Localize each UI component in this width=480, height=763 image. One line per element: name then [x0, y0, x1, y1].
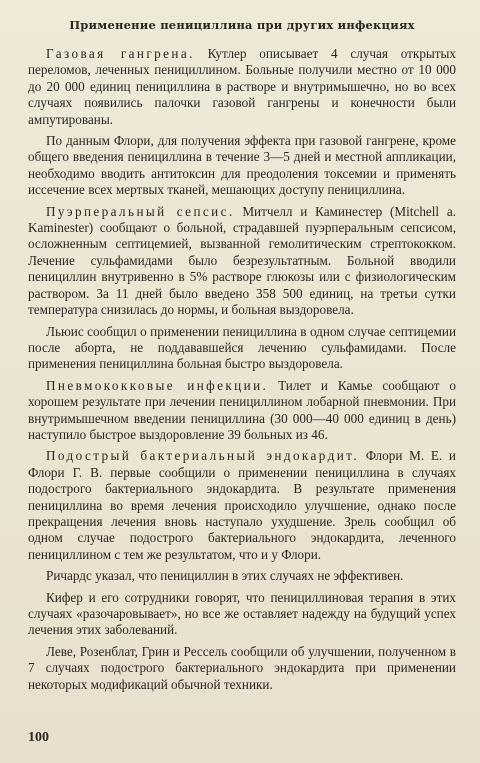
paragraph-richards: [28, 568, 456, 584]
section-lead: Пуэрперальный сепсис.: [46, 203, 235, 219]
paragraph-kiefer: [28, 590, 456, 639]
paragraph-lewis-abortion: [28, 324, 456, 373]
paragraph-text: По данным Флори, для получения эффекта при газовой гангрене, кроме общего введения пенициллина в течение 3—5 дней и местной аппликации, необходимо вводить антитоксин для преодоления токсемии и применять иссечение всех мертвых тканей, мешающих доступу пенициллина.: [28, 133, 456, 198]
paragraph-puerperal-sepsis: [28, 204, 456, 319]
paragraph-loewe: [28, 644, 456, 693]
paragraph-gas-gangrene: [28, 46, 456, 128]
paragraph-text: Ричардс указал, что пенициллин в этих случаях не эффективен.: [46, 568, 404, 584]
paragraph-text: Митчелл и Каминестер (Mitchell a. Kaminester) сообщают о больной, страдавшей пуэрперальным сепсисом, осложненным септицемией, вызванной гемолитическим стрептококком. Лечение сульфамидами было безрезультатным. Больной вводили пенициллин внутривенно в 5% растворе глюкозы или с физиологическим раствором. За 11 дней было введено 358 500 единиц, на третьи сутки температура снизилась до нормы, и больная выздоровела.: [28, 203, 456, 318]
section-lead: Пневмококковые инфекции.: [46, 377, 269, 393]
paragraph-text: Флори М. Е. и Флори Г. В. первые сообщили о применении пенициллина в случаях подострого бактериального эндокардита. В результате применения пенициллина во время лечения происходило улучшение, однако после прекращения лечения вновь наступало ухудшение. Зрель сообщил об одном случае подострого бактериального эндокардита, леченного пенициллином с тем же результатом, что и у Флори.: [28, 448, 456, 562]
running-head: Применение пенициллина при других инфекциях: [69, 18, 415, 32]
paragraph-text: Тилет и Камье сообщают о хорошем результате при лечении пенициллином лобарной пневмонии. При внутримышечном введении пенициллина (30 000—40 000 единиц в день) наступило быстрое выздоровление 39 больных из 46.: [28, 377, 456, 442]
paragraph-text: Льюис сообщил о применении пенициллина в одном случае септицемии после аборта, не поддававшейся лечению сульфамидами. После применения пенициллина больная быстро выздоровела.: [28, 323, 456, 372]
section-lead: Подострый бактериальный эндокардит.: [46, 448, 360, 464]
paragraph-florey-gangrene: [28, 133, 456, 199]
paragraph-text: Кифер и его сотрудники говорят, что пенициллиновая терапия в этих случаях «разочаровывает», но все же оставляет надежду на будущий успех лечения этих заболеваний.: [28, 589, 456, 638]
paragraph-endocarditis: [28, 448, 456, 563]
page-number: 100: [28, 730, 49, 745]
body-text: [28, 46, 456, 693]
paragraph-text: Леве, Розенблат, Грин и Рессель сообщили об улучшении, полученном в 7 случаях подострого бактериального эндокардита при применении некоторых модификаций обычной техники.: [28, 643, 456, 692]
paragraph-pneumococcal: [28, 378, 456, 444]
paragraph-text: Кутлер описывает 4 случая открытых переломов, леченных пенициллином. Больные получили местно от 10 000 до 20 000 единиц пенициллина в растворе и внутримышечно, но во всех случаях появились палочки газовой гангрены и конечности были ампутированы.: [28, 46, 456, 127]
section-lead: Газовая гангрена.: [46, 46, 195, 61]
